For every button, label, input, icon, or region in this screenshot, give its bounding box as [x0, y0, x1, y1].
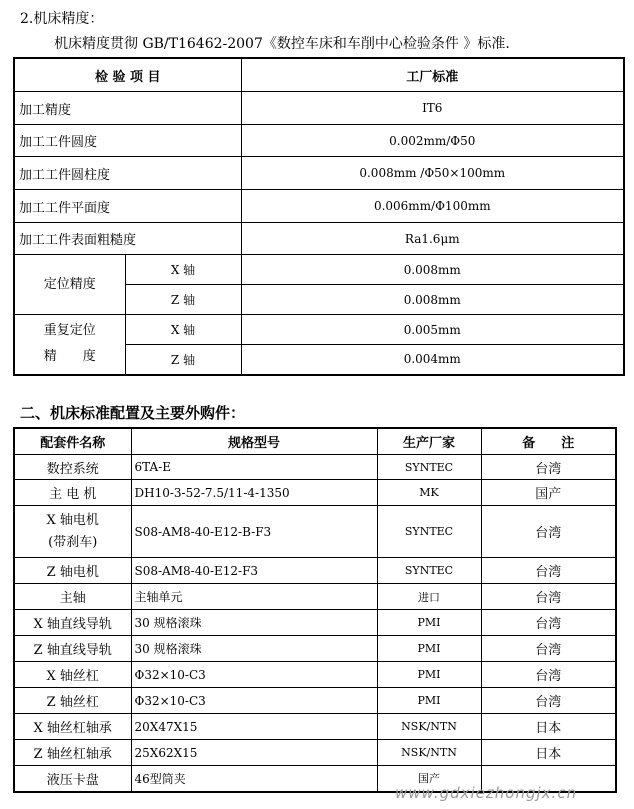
header-spec-model: 规格型号 [131, 428, 377, 455]
component-note: 台湾 [481, 610, 616, 636]
component-name [14, 506, 131, 558]
component-note: 台湾 [481, 662, 616, 688]
section-heading-precision: 2.机床精度： [20, 11, 104, 27]
component-spec: 25X62X15 [131, 740, 377, 766]
repeat-x-axis-label: X 轴 [125, 315, 241, 345]
component-name: 主 电 机 [14, 480, 131, 506]
component-note: 台湾 [481, 636, 616, 662]
header-inspection-item: 检 验 项 目 [14, 58, 241, 92]
component-note: 日本 [481, 714, 616, 740]
component-note: 日本 [481, 740, 616, 766]
table-row-value: IT6 [241, 92, 624, 125]
table-row-label: 加工精度 [14, 92, 241, 125]
component-name: Z 轴丝杠 [14, 688, 131, 714]
header-factory-standard: 工厂标准 [241, 58, 624, 92]
component-spec: 30 规格滚珠 [131, 610, 377, 636]
component-spec: DH10-3-52-7.5/11-4-1350 [131, 480, 377, 506]
component-maker: PMI [377, 610, 481, 636]
component-name-line2: (带刹车) [48, 534, 98, 550]
component-name: Z 轴丝杠轴承 [14, 740, 131, 766]
table-row-value: 0.008mm /Φ50×100mm [241, 157, 624, 190]
header-component-name: 配套件名称 [14, 428, 131, 455]
component-maker: PMI [377, 688, 481, 714]
table-row [14, 455, 616, 480]
precision-standard-intro: 机床精度贯彻 GB/T16462-2007《数控车床和车削中心检验条件 》标准. [54, 36, 510, 52]
table-row [14, 714, 616, 740]
repeat-z-axis-label: Z 轴 [125, 345, 241, 375]
component-maker: SYNTEC [377, 506, 481, 558]
component-spec: 主轴单元 [131, 584, 377, 610]
table-row [14, 662, 616, 688]
table-row-label: 加工工件表面粗糙度 [14, 223, 241, 255]
table-row [14, 636, 616, 662]
table-row [14, 584, 616, 610]
component-spec: Φ32×10-C3 [131, 662, 377, 688]
table-row [14, 740, 616, 766]
component-maker: 进口 [377, 584, 481, 610]
component-maker: 国产 [377, 766, 481, 792]
component-spec: 20X47X15 [131, 714, 377, 740]
component-name: 主轴 [14, 584, 131, 610]
component-spec: 46型筒夹 [131, 766, 377, 792]
positioning-x-axis-label: X 轴 [125, 255, 241, 285]
components-table [13, 427, 617, 793]
repeat-positioning-label [14, 315, 125, 375]
positioning-z-axis-value: 0.008mm [241, 285, 624, 315]
table-row-label: 加工工件圆柱度 [14, 157, 241, 190]
component-spec: S08-AM8-40-E12-F3 [131, 558, 377, 584]
component-spec: 6TA-E [131, 455, 377, 480]
component-name: Z 轴直线导轨 [14, 636, 131, 662]
repeat-x-axis-value: 0.005mm [241, 315, 624, 345]
component-spec: 30 规格滚珠 [131, 636, 377, 662]
repeat-z-axis-value: 0.004mm [241, 345, 624, 375]
component-maker: PMI [377, 636, 481, 662]
table-row-value: 0.006mm/Φ100mm [241, 190, 624, 223]
section-heading-components: 二、机床标准配置及主要外购件： [20, 404, 246, 422]
table-row-label: 加工工件平面度 [14, 190, 241, 223]
table-row-value: Ra1.6μm [241, 223, 624, 255]
component-name: Z 轴电机 [14, 558, 131, 584]
component-note: 台湾 [481, 584, 616, 610]
component-note: 台湾 [481, 506, 616, 558]
component-note: 台湾 [481, 455, 616, 480]
positioning-z-axis-label: Z 轴 [125, 285, 241, 315]
component-name-line1: X 轴电机 [46, 512, 99, 528]
component-maker: MK [377, 480, 481, 506]
component-name: 数控系统 [14, 455, 131, 480]
component-name: 液压卡盘 [14, 766, 131, 792]
site-watermark: www.gdxiezhongjx.cn [395, 784, 578, 802]
component-maker: PMI [377, 662, 481, 688]
component-note: 台湾 [481, 688, 616, 714]
component-name: X 轴丝杠轴承 [14, 714, 131, 740]
table-row-label: 加工工件圆度 [14, 125, 241, 157]
header-manufacturer: 生产厂家 [377, 428, 481, 455]
component-maker: NSK/NTN [377, 714, 481, 740]
header-remarks: 备 注 [481, 428, 616, 455]
component-maker: NSK/NTN [377, 740, 481, 766]
component-note: 台湾 [481, 558, 616, 584]
component-note: 国产 [481, 480, 616, 506]
positioning-x-axis-value: 0.008mm [241, 255, 624, 285]
component-name: X 轴丝杠 [14, 662, 131, 688]
positioning-accuracy-label: 定位精度 [14, 255, 125, 315]
table-row [14, 480, 616, 506]
repeat-label-line2: 精 度 [43, 349, 96, 365]
table-row [14, 558, 616, 584]
table-row-value: 0.002mm/Φ50 [241, 125, 624, 157]
table-row [14, 610, 616, 636]
component-maker: SYNTEC [377, 455, 481, 480]
component-maker: SYNTEC [377, 558, 481, 584]
repeat-label-line1: 重复定位 [43, 323, 96, 339]
component-name: X 轴直线导轨 [14, 610, 131, 636]
component-spec: Φ32×10-C3 [131, 688, 377, 714]
table-row [14, 688, 616, 714]
table-row [14, 506, 616, 558]
component-spec: S08-AM8-40-E12-B-F3 [131, 506, 377, 558]
precision-table [13, 57, 625, 376]
